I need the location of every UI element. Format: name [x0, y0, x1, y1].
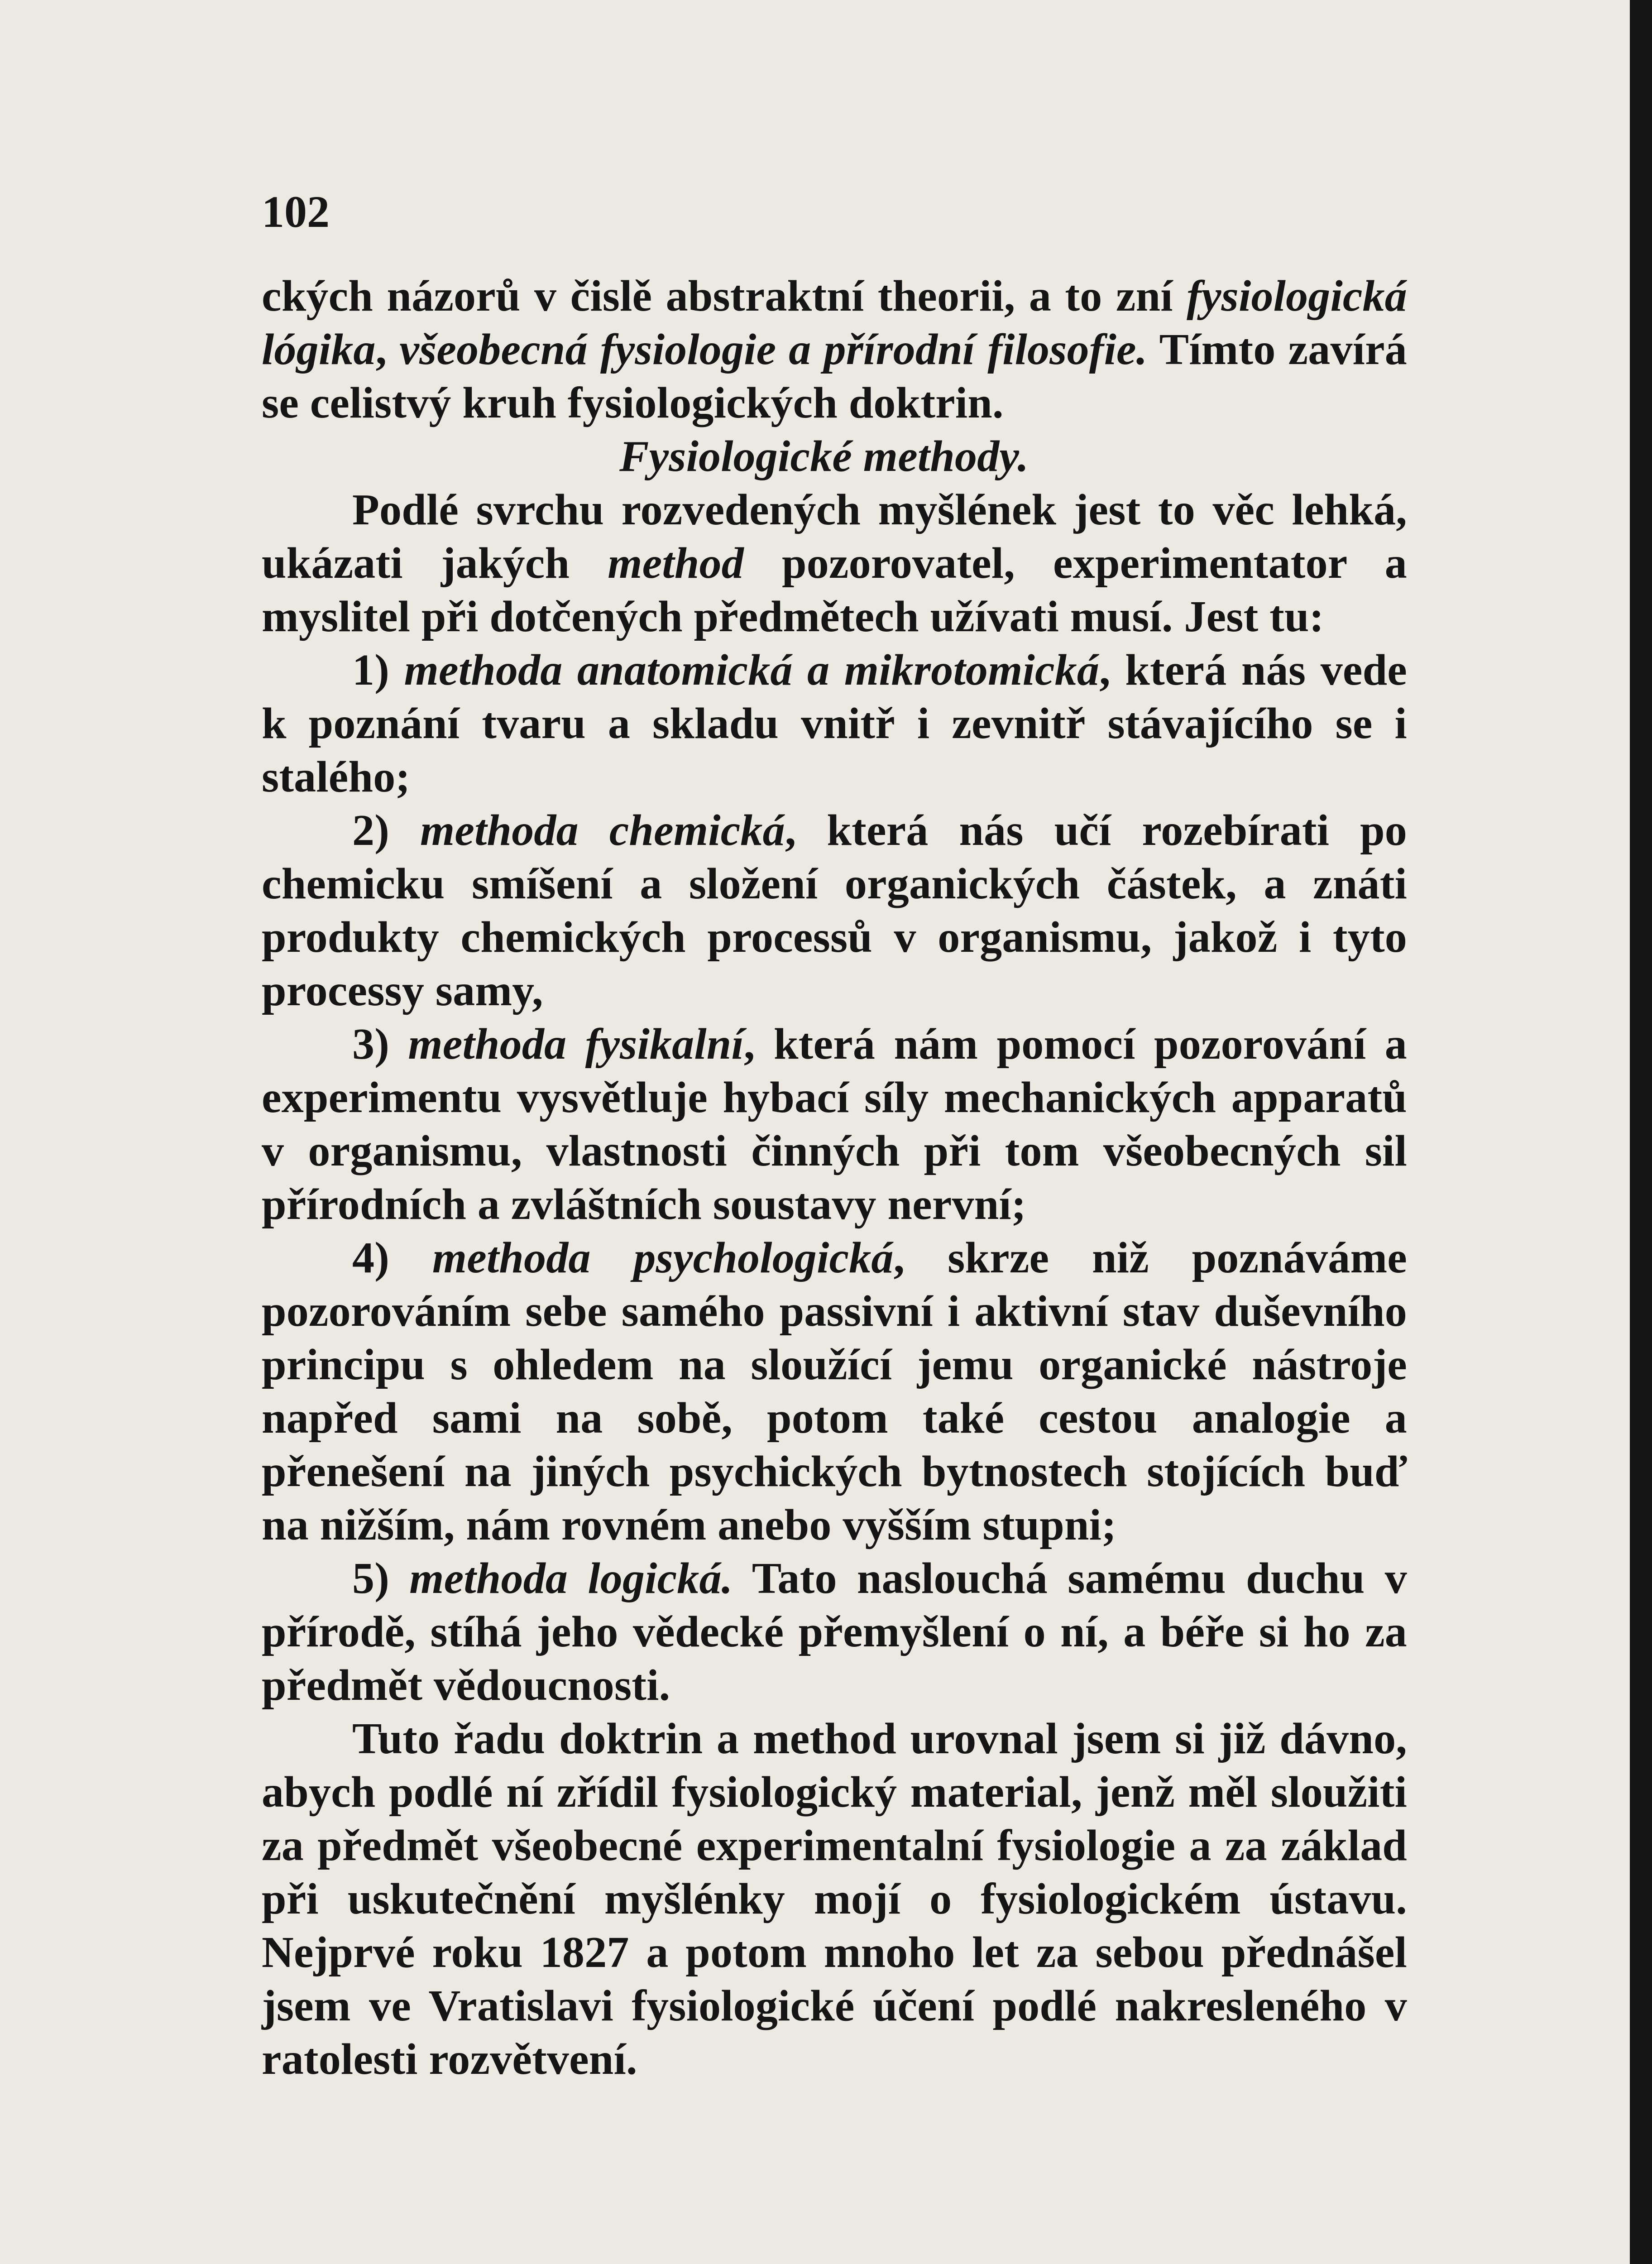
method-description: , která nám pomocí pozorování a experimentu vysvětluje hybací síly mechanických apparatů v organismu, vlastnosti činných při tom všeobecných sil přírodních a zvláštních soustavy nervní; — [262, 1020, 1408, 1229]
paragraph-1-emphasis: method — [608, 539, 744, 588]
method-description: , která nás vede k poznání tvaru a skladu vnitř i zevnitř stávajícího se i stalého; — [262, 646, 1407, 801]
intro-emphasis-2: všeobecná fysiologie a přírodní filosofie. — [399, 325, 1148, 374]
method-description: , která nás učí rozebírati po chemicku smíšení a složení organických částek, a znáti produkty chemických processů v organismu, jakož i tyto processy samy, — [262, 806, 1407, 1015]
method-name: methoda anatomická a mikrotomická — [404, 646, 1100, 695]
intro-text-1: ckých názorů v čislě abstraktní theorii, a to zní — [262, 272, 1187, 321]
section-heading: Fysiologické methody. — [619, 432, 1029, 481]
method-item-psychological — [262, 1231, 1407, 1552]
paragraph-1-text-1: Podlé svrchu rozvedených myšlének jest to věc lehká, ukázati jakých — [262, 485, 1407, 588]
method-description: Tato naslouchá samému duchu v přírodě, stíhá jeho vědecké přemyšlení o ní, a béře si ho za předmět vědoucnosti. — [262, 1554, 1407, 1710]
paragraph-1-text-2: pozorovatel, experimentator a myslitel při dotčených předmětech užívati musí. Jest tu: — [262, 539, 1407, 641]
method-name: methoda fysikalní — [408, 1020, 744, 1069]
method-item-physical — [262, 1017, 1407, 1231]
intro-text-3: Tímto zavírá se celistvý kruh fysiologických doktrin. — [262, 325, 1407, 427]
method-item-logical — [262, 1552, 1407, 1712]
method-description: , skrze niž poznáváme pozorováním sebe samého passivní i aktivní stav duševního principu s ohledem na sloužící jemu organické nástroje napřed sami na sobě, potom také cestou analogie a přenešení na jiných psychických bytnostech stojících buď na nižším, nám rovném anebo vyšším stupni; — [262, 1233, 1407, 1549]
method-name: methoda psychologická — [432, 1233, 894, 1282]
intro-text-2: , — [375, 325, 400, 374]
method-number: 3) — [352, 1020, 390, 1069]
method-number: 5) — [352, 1554, 390, 1603]
intro-paragraph — [262, 269, 1407, 430]
method-item-anatomical — [262, 643, 1407, 804]
method-name: methoda chemická — [420, 806, 785, 855]
paragraph-methods-intro — [262, 483, 1407, 643]
method-number: 1) — [352, 646, 390, 695]
scan-dark-edge — [1630, 0, 1652, 2264]
method-number: 2) — [352, 806, 390, 855]
body-text — [262, 269, 1407, 2086]
page-number: 102 — [262, 187, 330, 237]
intro-emphasis-1: fysiologická lógika — [262, 272, 1407, 374]
closing-paragraph: Tuto řadu doktrin a method urovnal jsem si již dávno, abych podlé ní zřídil fysiologický material, jenž měl sloužiti za předmět všeobecné experimentalní fysiologie a za základ při uskutečnění myšlénky mojí o fysiologickém ústavu. Nejprvé roku 1827 a potom mnoho let za sebou přednášel jsem ve Vratislavi fysiologické účení podlé nakresleného v ratolesti rozvětvení. — [262, 1714, 1407, 2084]
method-item-chemical — [262, 804, 1407, 1017]
method-name: methoda logická. — [409, 1554, 733, 1603]
method-number: 4) — [352, 1233, 390, 1282]
